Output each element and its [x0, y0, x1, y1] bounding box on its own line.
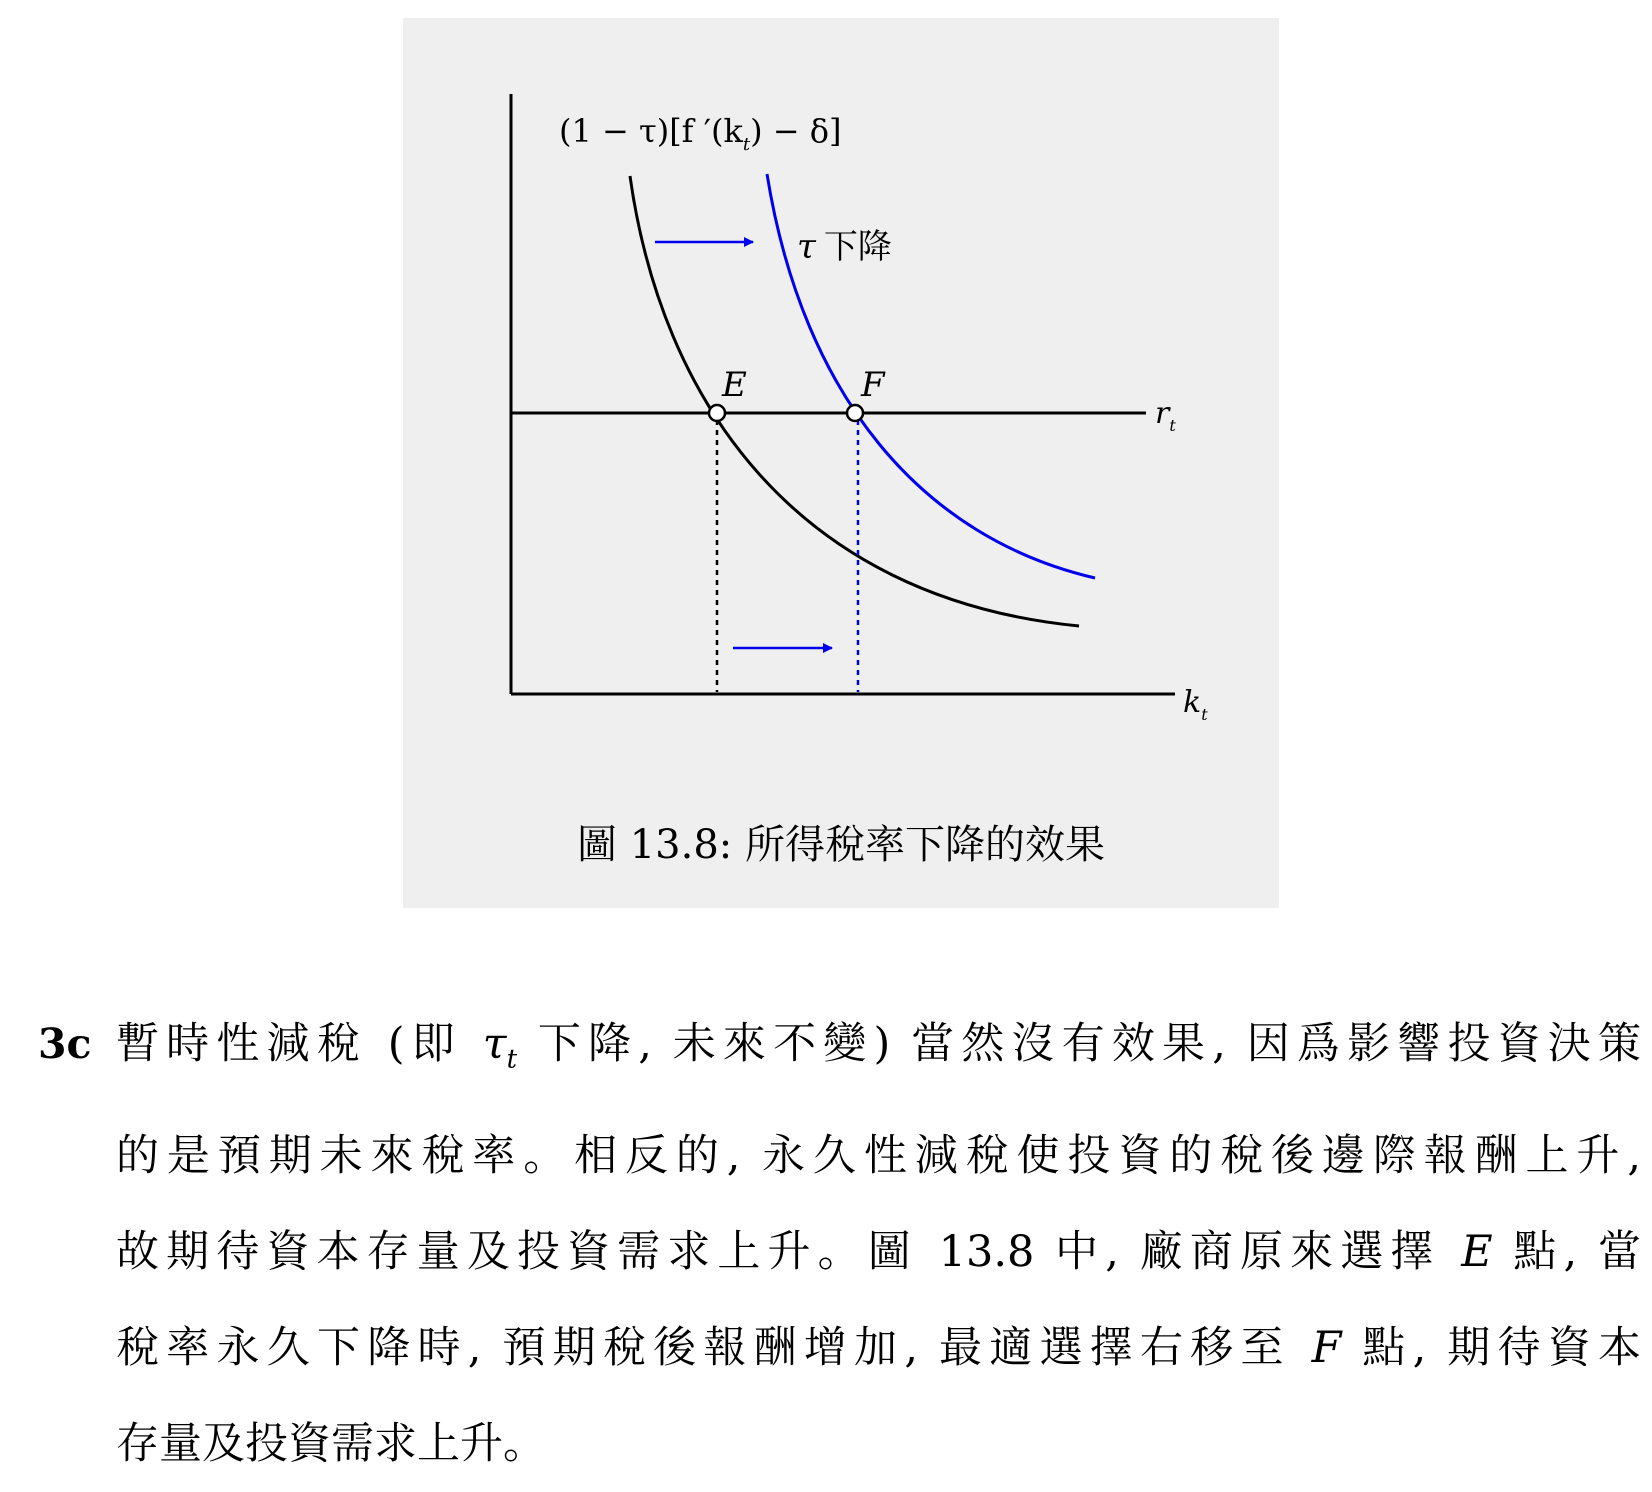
- figure-caption: [403, 818, 1279, 872]
- point-e-label: E: [722, 365, 747, 405]
- paragraph-body: [116, 996, 1641, 1492]
- caption-number: 13.8:: [629, 822, 733, 868]
- paragraph-line-4: 稅率永久下降時, 預期稅後報酬增加, 最適選擇右移至 F 點, 期待資本: [116, 1322, 1641, 1373]
- point-f-label: F: [861, 365, 885, 405]
- point-f-marker: [847, 405, 863, 421]
- caption-text: 所得稅率下降的效果: [744, 822, 1105, 868]
- rate-label: $r_t$: [1155, 396, 1176, 435]
- curve-label: (1 − τ)[f $'(k_t) - \delta$]: [559, 112, 842, 155]
- figure-diagram: [403, 18, 1279, 808]
- caption-prefix: 圖: [577, 822, 617, 868]
- point-e-marker: [709, 405, 725, 421]
- figure-panel: [403, 18, 1279, 908]
- shift-label: τ 下降: [797, 227, 892, 267]
- paragraph-line-2: 的是預期未來稅率。相反的, 永久性減稅使投資的稅後邊際報酬上升,: [116, 1130, 1641, 1181]
- paragraph-marker: 3c: [38, 1020, 92, 1068]
- shifted-curve: [767, 174, 1095, 578]
- paragraph-line-1: 暫時性減稅 (即 $\tau_t$ 下降, 未來不變) 當然沒有效果, 因爲影響投資決策: [116, 1019, 1641, 1075]
- paragraph-line-5: 存量及投資需求上升。: [116, 1418, 546, 1469]
- paragraph-line-3: 故期待資本存量及投資需求上升。圖 13.8 中, 廠商原來選擇 E 點, 當: [116, 1226, 1641, 1277]
- x-axis-label: $k_t$: [1183, 685, 1208, 724]
